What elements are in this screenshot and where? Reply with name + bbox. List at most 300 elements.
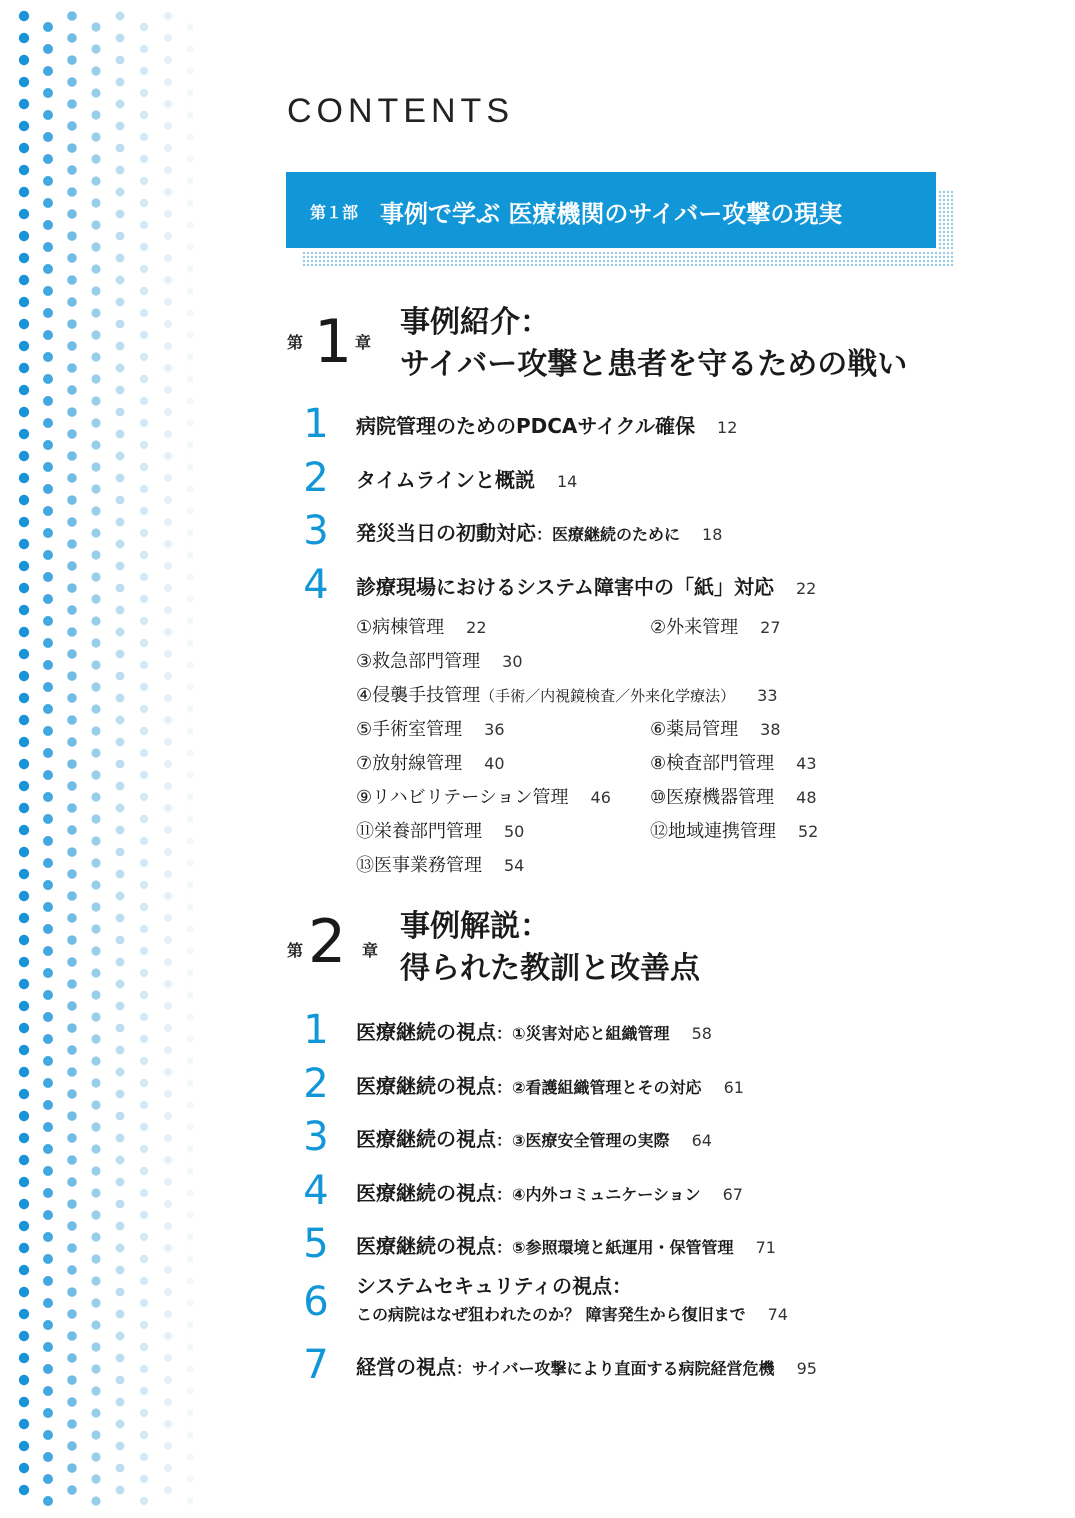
- sub-item[interactable]: ②外来管理 27: [650, 617, 781, 638]
- decorative-dot: [116, 408, 125, 417]
- decorative-dot: [43, 814, 53, 824]
- decorative-dot: [186, 1255, 193, 1262]
- chapter-title-line2: サイバー攻撃と患者を守るための戦い: [400, 347, 908, 382]
- decorative-dot: [91, 1430, 100, 1439]
- decorative-dot: [19, 913, 29, 923]
- decorative-dot: [67, 759, 77, 769]
- decorative-dot: [164, 298, 172, 306]
- sub-item[interactable]: ⑦放射線管理 40: [356, 753, 505, 774]
- decorative-dot: [164, 144, 172, 152]
- decorative-dot: [140, 859, 148, 867]
- decorative-dot: [116, 166, 125, 175]
- part-banner: [286, 172, 936, 248]
- sub-item[interactable]: ③救急部門管理 30: [356, 651, 523, 672]
- decorative-dot: [186, 1409, 193, 1416]
- decorative-dot: [140, 1497, 148, 1505]
- decorative-dot: [116, 34, 125, 43]
- decorative-dot: [186, 1277, 193, 1284]
- decorative-dot: [164, 892, 172, 900]
- decorative-dot: [140, 1409, 148, 1417]
- decorative-dot: [43, 704, 53, 714]
- chapter-title-line1: 事例解説：: [400, 909, 550, 944]
- decorative-dot: [43, 132, 53, 142]
- decorative-dot: [67, 1001, 77, 1011]
- decorative-dot: [67, 1265, 77, 1275]
- decorative-dot: [140, 837, 148, 845]
- decorative-dot: [67, 297, 77, 307]
- decorative-dot: [19, 825, 29, 835]
- section-number: 7: [303, 1342, 329, 1388]
- sub-item[interactable]: ⑧検査部門管理 43: [650, 753, 817, 774]
- decorative-dot: [67, 913, 77, 923]
- sub-item[interactable]: ①病棟管理 22: [356, 617, 487, 638]
- decorative-dot: [43, 924, 53, 934]
- decorative-dot: [164, 232, 172, 240]
- page-number: 67: [722, 1185, 743, 1204]
- decorative-dot: [19, 319, 29, 329]
- decorative-dot: [186, 397, 193, 404]
- decorative-dot: [67, 517, 77, 527]
- decorative-dot: [186, 419, 193, 426]
- decorative-dot: [19, 363, 29, 373]
- decorative-dot: [186, 1123, 193, 1130]
- decorative-dot: [140, 1233, 148, 1241]
- decorative-dot: [43, 726, 53, 736]
- decorative-dot: [67, 649, 77, 659]
- decorative-dot: [164, 1376, 172, 1384]
- decorative-dot: [164, 1134, 172, 1142]
- decorative-dot: [19, 935, 29, 945]
- decorative-dot: [140, 1431, 148, 1439]
- decorative-dot: [186, 1343, 193, 1350]
- decorative-dot: [19, 1221, 29, 1231]
- section-number: 4: [303, 562, 329, 608]
- decorative-dot: [91, 1298, 100, 1307]
- decorative-dot: [116, 276, 125, 285]
- decorative-dot: [186, 331, 193, 338]
- decorative-dot: [19, 693, 29, 703]
- decorative-dot: [116, 254, 125, 263]
- decorative-dot: [140, 573, 148, 581]
- decorative-dot: [116, 452, 125, 461]
- decorative-dot: [91, 990, 100, 999]
- decorative-dot: [116, 584, 125, 593]
- decorative-dot: [140, 1013, 148, 1021]
- chapter-title: [400, 302, 907, 386]
- decorative-dot: [116, 1024, 125, 1033]
- decorative-dot: [186, 683, 193, 690]
- decorative-dot: [67, 121, 77, 131]
- decorative-dot: [67, 253, 77, 263]
- decorative-dot: [140, 221, 148, 229]
- section-title: 診療現場におけるシステム障害中の「紙」対応 22: [356, 575, 817, 599]
- decorative-dot: [91, 506, 100, 515]
- decorative-dot: [116, 562, 125, 571]
- decorative-dot: [186, 89, 193, 96]
- decorative-dot: [140, 1343, 148, 1351]
- decorative-dot: [116, 914, 125, 923]
- decorative-dot: [43, 1474, 53, 1484]
- decorative-dot: [116, 210, 125, 219]
- decorative-dot: [116, 782, 125, 791]
- decorative-dot: [116, 386, 125, 395]
- decorative-dot: [164, 1464, 172, 1472]
- decorative-dot: [164, 1398, 172, 1406]
- decorative-dot: [19, 11, 29, 21]
- decorative-dot: [19, 1243, 29, 1253]
- decorative-dot: [164, 1354, 172, 1362]
- decorative-dot: [19, 1353, 29, 1363]
- decorative-dot: [67, 1133, 77, 1143]
- decorative-dot: [91, 968, 100, 977]
- decorative-dot: [116, 144, 125, 153]
- decorative-dot: [140, 969, 148, 977]
- decorative-dot: [19, 605, 29, 615]
- decorative-dot: [91, 704, 100, 713]
- chapter-title-line1: 事例紹介：: [400, 305, 550, 340]
- decorative-dot: [116, 342, 125, 351]
- decorative-dot: [19, 473, 29, 483]
- decorative-dot: [140, 397, 148, 405]
- decorative-dot: [164, 474, 172, 482]
- decorative-dot: [19, 1265, 29, 1275]
- decorative-dot: [91, 726, 100, 735]
- sub-item[interactable]: ⑫地域連携管理 52: [650, 821, 819, 842]
- decorative-dot: [140, 771, 148, 779]
- decorative-dot: [19, 99, 29, 109]
- decorative-dot: [164, 188, 172, 196]
- decorative-dot: [43, 836, 53, 846]
- decorative-dot: [186, 1189, 193, 1196]
- decorative-dot: [116, 760, 125, 769]
- decorative-dot: [116, 1266, 125, 1275]
- decorative-dot: [140, 309, 148, 317]
- decorative-dot: [19, 429, 29, 439]
- decorative-dot: [91, 660, 100, 669]
- decorative-dot: [91, 1100, 100, 1109]
- decorative-dot: [186, 463, 193, 470]
- decorative-dot: [186, 1365, 193, 1372]
- section-title: 医療継続の視点：⑤参照環境と紙運用・保管管理 71: [356, 1234, 776, 1258]
- decorative-dot: [140, 177, 148, 185]
- decorative-dot: [19, 1155, 29, 1165]
- decorative-dot: [19, 1199, 29, 1209]
- decorative-dot: [91, 484, 100, 493]
- decorative-dot: [91, 462, 100, 471]
- decorative-dot: [186, 353, 193, 360]
- decorative-dot: [164, 1266, 172, 1274]
- decorative-dot: [164, 408, 172, 416]
- decorative-dot: [91, 198, 100, 207]
- decorative-dot: [91, 330, 100, 339]
- decorative-dot: [186, 551, 193, 558]
- decorative-dot: [43, 638, 53, 648]
- decorative-dot: [186, 925, 193, 932]
- decorative-dot: [19, 1485, 29, 1495]
- page-title: CONTENTS: [287, 92, 514, 130]
- decorative-dot: [67, 803, 77, 813]
- decorative-dot: [43, 1056, 53, 1066]
- decorative-dot: [43, 110, 53, 120]
- decorative-dot: [186, 1387, 193, 1394]
- decorative-dot: [43, 1254, 53, 1264]
- decorative-dot: [67, 825, 77, 835]
- decorative-dot: [140, 1101, 148, 1109]
- decorative-dot: [164, 1420, 172, 1428]
- decorative-dot: [91, 1056, 100, 1065]
- decorative-dot: [67, 1419, 77, 1429]
- sub-item[interactable]: ④侵襲手技管理（手術／内視鏡検査／外来化学療法） 33: [356, 685, 778, 706]
- decorative-dot: [91, 924, 100, 933]
- decorative-dot: [140, 111, 148, 119]
- decorative-dot: [19, 1463, 29, 1473]
- decorative-dot: [140, 529, 148, 537]
- decorative-dot: [164, 1332, 172, 1340]
- banner-dot-shadow-bottom: [302, 251, 954, 267]
- decorative-dot: [116, 1486, 125, 1495]
- decorative-dot: [186, 969, 193, 976]
- decorative-dot: [140, 705, 148, 713]
- decorative-dot: [91, 792, 100, 801]
- decorative-dot: [19, 891, 29, 901]
- decorative-dot: [186, 199, 193, 206]
- decorative-dot: [186, 727, 193, 734]
- decorative-dot: [43, 1276, 53, 1286]
- decorative-dot: [116, 518, 125, 527]
- decorative-dot: [186, 793, 193, 800]
- decorative-dot: [91, 638, 100, 647]
- section-subtitle: この病院はなぜ狙われたのか？ 障害発生から復旧まで 74: [356, 1305, 788, 1324]
- decorative-dot: [164, 210, 172, 218]
- decorative-dot: [91, 418, 100, 427]
- decorative-dot: [164, 650, 172, 658]
- sub-item[interactable]: ⑥薬局管理 38: [650, 719, 781, 740]
- decorative-dot: [91, 396, 100, 405]
- decorative-dot: [140, 749, 148, 757]
- decorative-dot: [116, 540, 125, 549]
- decorative-dot: [164, 606, 172, 614]
- decorative-dot: [140, 1167, 148, 1175]
- decorative-dot: [186, 595, 193, 602]
- decorative-dot: [164, 1068, 172, 1076]
- decorative-dot: [19, 1177, 29, 1187]
- decorative-dot: [116, 1398, 125, 1407]
- decorative-dot: [91, 1232, 100, 1241]
- decorative-dot: [164, 738, 172, 746]
- decorative-dot: [19, 275, 29, 285]
- decorative-dot: [91, 1254, 100, 1263]
- decorative-dot: [186, 177, 193, 184]
- decorative-dot: [67, 627, 77, 637]
- decorative-dot: [67, 165, 77, 175]
- decorative-dot: [43, 1364, 53, 1374]
- decorative-dot: [164, 1486, 172, 1494]
- decorative-dot: [67, 1089, 77, 1099]
- decorative-dot: [164, 804, 172, 812]
- decorative-dot: [43, 1034, 53, 1044]
- decorative-dot: [140, 1123, 148, 1131]
- section-number: 2: [303, 1061, 329, 1107]
- decorative-dot: [164, 1046, 172, 1054]
- decorative-dot: [116, 122, 125, 131]
- decorative-dot: [43, 1452, 53, 1462]
- decorative-dot: [43, 1100, 53, 1110]
- decorative-dot: [116, 1112, 125, 1121]
- decorative-dot: [116, 1376, 125, 1385]
- decorative-dot: [19, 649, 29, 659]
- decorative-dot: [91, 528, 100, 537]
- decorative-dot: [19, 385, 29, 395]
- chapter-title-line2: 得られた教訓と改善点: [400, 951, 700, 986]
- decorative-dot: [19, 539, 29, 549]
- decorative-dot: [43, 220, 53, 230]
- sub-item[interactable]: ⑩医療機器管理 48: [650, 787, 817, 808]
- decorative-dot: [67, 1221, 77, 1231]
- decorative-dot: [164, 914, 172, 922]
- decorative-dot: [164, 100, 172, 108]
- decorative-dot: [19, 737, 29, 747]
- decorative-dot: [186, 859, 193, 866]
- decorative-dot: [19, 165, 29, 175]
- decorative-dot: [91, 1276, 100, 1285]
- decorative-dot: [19, 297, 29, 307]
- decorative-dot: [116, 78, 125, 87]
- decorative-dot: [186, 1013, 193, 1020]
- decorative-dot-pattern: [0, 0, 200, 1518]
- decorative-dot: [67, 209, 77, 219]
- page-number: 14: [557, 472, 578, 491]
- decorative-dot: [186, 903, 193, 910]
- decorative-dot: [186, 155, 193, 162]
- decorative-dot: [140, 155, 148, 163]
- decorative-dot: [91, 440, 100, 449]
- decorative-dot: [140, 595, 148, 603]
- section-number: 1: [303, 401, 329, 447]
- decorative-dot: [186, 441, 193, 448]
- decorative-dot: [140, 727, 148, 735]
- decorative-dot: [186, 45, 193, 52]
- section-number: 1: [303, 1007, 329, 1053]
- decorative-dot: [91, 88, 100, 97]
- decorative-dot: [67, 11, 77, 21]
- decorative-dot: [140, 353, 148, 361]
- decorative-dot: [43, 1122, 53, 1132]
- decorative-dot: [19, 869, 29, 879]
- decorative-dot: [116, 100, 125, 109]
- decorative-dot: [67, 1353, 77, 1363]
- decorative-dot: [91, 550, 100, 559]
- decorative-dot: [116, 628, 125, 637]
- decorative-dot: [43, 286, 53, 296]
- decorative-dot: [140, 1365, 148, 1373]
- decorative-dot: [43, 44, 53, 54]
- decorative-dot: [91, 1452, 100, 1461]
- decorative-dot: [116, 232, 125, 241]
- decorative-dot: [116, 320, 125, 329]
- chapter-suffix: 章: [362, 941, 379, 960]
- decorative-dot: [67, 935, 77, 945]
- decorative-dot: [116, 188, 125, 197]
- page-number: 22: [796, 579, 817, 598]
- section-title: タイムラインと概説 14: [356, 468, 578, 492]
- decorative-dot: [19, 1331, 29, 1341]
- decorative-dot: [67, 1331, 77, 1341]
- sub-item[interactable]: ⑨リハビリテーション管理 46: [356, 787, 611, 808]
- decorative-dot: [140, 947, 148, 955]
- decorative-dot: [91, 748, 100, 757]
- decorative-dot: [140, 67, 148, 75]
- decorative-dot: [186, 1497, 193, 1504]
- sub-item[interactable]: ⑤手術室管理 36: [356, 719, 505, 740]
- decorative-dot: [67, 583, 77, 593]
- decorative-dot: [19, 561, 29, 571]
- decorative-dot: [164, 386, 172, 394]
- decorative-dot: [91, 594, 100, 603]
- decorative-dot: [91, 1166, 100, 1175]
- decorative-dot: [116, 1244, 125, 1253]
- decorative-dot: [19, 1133, 29, 1143]
- decorative-dot: [43, 1078, 53, 1088]
- decorative-dot: [116, 1046, 125, 1055]
- decorative-dot: [43, 616, 53, 626]
- decorative-dot: [186, 309, 193, 316]
- decorative-dot: [67, 319, 77, 329]
- decorative-dot: [19, 77, 29, 87]
- decorative-dot: [19, 33, 29, 43]
- decorative-dot: [43, 550, 53, 560]
- decorative-dot: [140, 639, 148, 647]
- decorative-dot: [43, 374, 53, 384]
- decorative-dot: [43, 1496, 53, 1506]
- decorative-dot: [186, 1101, 193, 1108]
- decorative-dot: [67, 693, 77, 703]
- decorative-dot: [67, 451, 77, 461]
- decorative-dot: [164, 870, 172, 878]
- decorative-dot: [186, 661, 193, 668]
- decorative-dot: [116, 1310, 125, 1319]
- page-number: 64: [691, 1131, 712, 1150]
- sub-item[interactable]: ⑪栄養部門管理 50: [356, 821, 525, 842]
- decorative-dot: [43, 264, 53, 274]
- decorative-dot: [186, 991, 193, 998]
- decorative-dot: [186, 1453, 193, 1460]
- decorative-dot: [186, 1079, 193, 1086]
- decorative-dot: [19, 781, 29, 791]
- decorative-dot: [116, 892, 125, 901]
- decorative-dot: [43, 176, 53, 186]
- sub-item[interactable]: ⑬医事業務管理 54: [356, 855, 525, 876]
- decorative-dot: [91, 1078, 100, 1087]
- section-title: 医療継続の視点：②看護組織管理とその対応 61: [356, 1074, 744, 1098]
- decorative-dot: [164, 166, 172, 174]
- decorative-dot: [116, 738, 125, 747]
- decorative-dot: [186, 1299, 193, 1306]
- decorative-dot: [186, 617, 193, 624]
- decorative-dot: [67, 781, 77, 791]
- chapter-suffix: 章: [355, 333, 372, 352]
- decorative-dot: [186, 67, 193, 74]
- decorative-dot: [91, 1210, 100, 1219]
- decorative-dot: [67, 539, 77, 549]
- decorative-dot: [140, 1035, 148, 1043]
- decorative-dot: [186, 639, 193, 646]
- decorative-dot: [116, 1420, 125, 1429]
- decorative-dot: [164, 1178, 172, 1186]
- decorative-dot: [164, 826, 172, 834]
- decorative-dot: [43, 330, 53, 340]
- decorative-dot: [116, 1442, 125, 1451]
- decorative-dot: [186, 1321, 193, 1328]
